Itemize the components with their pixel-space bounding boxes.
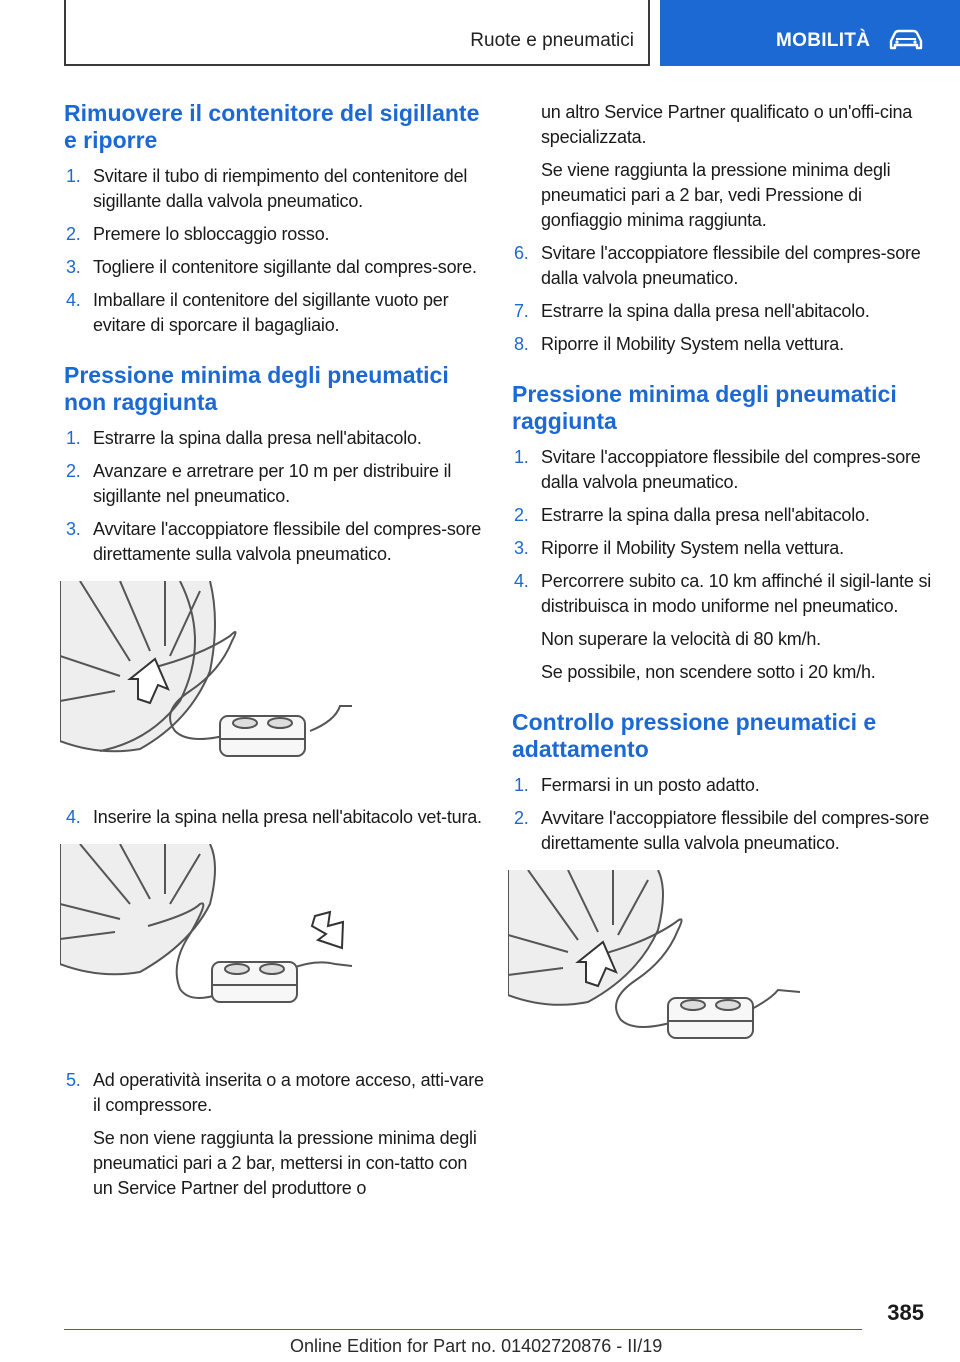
step-text: Riporre il Mobility System nella vettura.	[541, 334, 844, 354]
heading-min-pressure-reached: Pressione minima degli pneumatici raggiunta	[512, 381, 897, 434]
step-text: Riporre il Mobility System nella vettura.	[541, 538, 844, 558]
step-item	[512, 536, 932, 561]
steps-min-pressure-not-reached-cont2	[64, 1068, 484, 1201]
step-number: 2.	[514, 505, 529, 525]
footer-rule	[64, 1329, 862, 1330]
step-item	[512, 241, 932, 291]
step-item	[512, 773, 932, 798]
heading-remove-sealant: Rimuovere il contenitore del sigillante e riporre	[64, 100, 480, 153]
header-chapter-box	[660, 0, 960, 66]
step-number: 3.	[66, 257, 81, 277]
page-number: 385	[887, 1300, 924, 1325]
step-text: Estrarre la spina dalla presa nell'abitacolo.	[541, 505, 870, 525]
step-item	[64, 255, 484, 280]
step-text: Avvitare l'accoppiatore flessibile del compres-sore direttamente sulla valvola pneumatico.	[541, 808, 930, 853]
step-item	[512, 806, 932, 856]
step-text: Svitare l'accoppiatore flessibile del compres-sore dalla valvola pneumatico.	[541, 243, 921, 288]
step-note: Se non viene raggiunta la pressione minima degli pneumatici pari a 2 bar, mettersi in con-tatto con un Service Partner del produttore o	[93, 1128, 477, 1198]
step-number: 8.	[514, 334, 529, 354]
step-text: Togliere il contenitore sigillante dal compres-sore.	[93, 257, 477, 277]
step-item	[64, 288, 484, 338]
step-number: 3.	[66, 519, 81, 539]
step-text: Ad operatività inserita o a motore acceso, atti-vare il compressore.	[93, 1070, 484, 1115]
steps-min-pressure-not-reached-cont	[64, 805, 484, 830]
step-text: Svitare il tubo di riempimento del contenitore del sigillante dalla valvola pneumatico.	[93, 166, 468, 211]
compressor-connection-illustration	[60, 581, 360, 787]
step-text: Avvitare l'accoppiatore flessibile del compres-sore direttamente sulla valvola pneumatico.	[93, 519, 482, 564]
step-text: Inserire la spina nella presa nell'abitacolo vet-tura.	[93, 807, 482, 827]
step-number: 7.	[514, 301, 529, 321]
plug-socket-illustration	[60, 844, 360, 1050]
section-title: Ruote e pneumatici	[470, 30, 634, 51]
step-item	[512, 445, 932, 495]
steps-min-pressure-not-reached-end	[512, 241, 932, 357]
step-item	[64, 517, 484, 567]
header-section-box	[64, 0, 650, 66]
step-text: Premere lo sbloccaggio rosso.	[93, 224, 330, 244]
step-item	[64, 459, 484, 509]
step-number: 2.	[66, 224, 81, 244]
step-item	[64, 426, 484, 451]
step-item	[64, 222, 484, 247]
steps-min-pressure-reached	[512, 445, 932, 685]
step-text: Imballare il contenitore del sigillante vuoto per evitare di sporcare il bagagliaio.	[93, 290, 449, 335]
compressor-valve-illustration	[508, 870, 808, 1076]
continued-note: Se viene raggiunta la pressione minima degli pneumatici pari a 2 bar, vedi Pressione di gonfiaggio minima raggiunta.	[541, 160, 891, 230]
step-note: Non superare la velocità di 80 km/h.	[541, 629, 821, 649]
step-number: 5.	[66, 1070, 81, 1090]
steps-remove-sealant	[64, 164, 484, 338]
step-text: Svitare l'accoppiatore flessibile del compres-sore dalla valvola pneumatico.	[541, 447, 921, 492]
step-number: 4.	[66, 807, 81, 827]
step-number: 3.	[514, 538, 529, 558]
step-number: 2.	[66, 461, 81, 481]
step-number: 4.	[514, 571, 529, 591]
heading-min-pressure-not-reached: Pressione minima degli pneumatici non raggiunta	[64, 362, 449, 415]
step-number: 1.	[66, 166, 81, 186]
continued-text: un altro Service Partner qualificato o un'offi-cina specializzata.	[541, 102, 913, 147]
steps-pressure-check	[512, 773, 932, 856]
right-column	[512, 100, 932, 1094]
step-item	[64, 1068, 484, 1201]
step-text: Estrarre la spina dalla presa nell'abitacolo.	[93, 428, 422, 448]
step-number: 4.	[66, 290, 81, 310]
left-column	[64, 100, 484, 1209]
step-note: Se possibile, non scendere sotto i 20 km/h.	[541, 662, 876, 682]
step-text: Percorrere subito ca. 10 km affinché il sigil-lante si distribuisca in modo uniforme nel pneumatico.	[541, 571, 932, 616]
step-item	[64, 805, 484, 830]
step-number: 1.	[66, 428, 81, 448]
step-item	[512, 503, 932, 528]
chapter-title: MOBILITÀ	[776, 30, 871, 51]
step-text: Fermarsi in un posto adatto.	[541, 775, 760, 795]
step-text: Estrarre la spina dalla presa nell'abitacolo.	[541, 301, 870, 321]
step-text: Avanzare e arretrare per 10 m per distribuire il sigillante nel pneumatico.	[93, 461, 452, 506]
steps-min-pressure-not-reached	[64, 426, 484, 567]
heading-pressure-check: Controllo pressione pneumatici e adattamento	[512, 709, 877, 762]
step-item	[64, 164, 484, 214]
step-number: 1.	[514, 447, 529, 467]
step-item	[512, 332, 932, 357]
step-number: 1.	[514, 775, 529, 795]
step-item	[512, 569, 932, 685]
car-icon	[888, 28, 924, 52]
step-item	[512, 299, 932, 324]
footer-edition: Online Edition for Part no. 01402720876 - II/19	[290, 1336, 663, 1356]
step-number: 2.	[514, 808, 529, 828]
step-number: 6.	[514, 243, 529, 263]
